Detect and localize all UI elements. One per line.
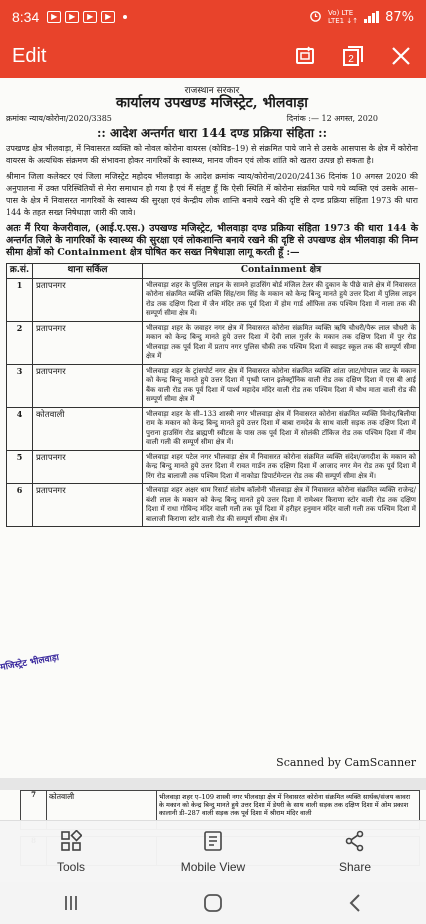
row-number: 4 — [7, 407, 33, 450]
row-description: भीलवाड़ा शहर के सी–133 शास्त्री नगर भीलवाड़ा क्षेत्र में निवासरत कोरोना संक्रमित व्यक्ति विनोद/बिलीया राम के मकान को केन्द्र बिन्दु मानते हुये उत्तर दिशा में बाबा रामदेव के साथ वाली सड़क तक दक्षिण दिशा में पुराना हाउसिंग रोड ब्राह्मणी स्वीटस के पास तक पूर्व दिशा में सोलंकी टॉकिज रोड तक पश्चिम दिशा में नीम वाली गली की सम्पूर्ण सीमा क्षेत्र में। — [143, 407, 420, 450]
page-separator — [0, 778, 426, 790]
table-row — [7, 484, 420, 527]
close-icon[interactable] — [388, 43, 414, 69]
document-order-title: :: आदेश अन्तर्गत धारा 144 दण्ड प्रक्रिया संहिता :: — [96, 126, 328, 140]
document-govt-header: राजस्थान सरकार — [184, 86, 240, 96]
row-description: भीलवाड़ा शहर पटेल नगर भीलवाड़ा क्षेत्र में निवासरत कोरोना संक्रमित व्यक्ति संदेश/जगदीश के मकान को केन्द्र बिन्दु मानते हुये उत्तर दिशा में रावत गार्डन तक दक्षिण दिशा में आजाद नगर मेन रोड तक पूर्व दिशा में रिंग रोड बालाजी तक पश्चिम दिशा में नाकोडा डिपार्टमेन्टल रोड तक की सम्पूर्ण सीमा क्षेत्र में। — [143, 450, 420, 484]
containment-table — [6, 263, 420, 527]
notification-app-icon: ▶ — [65, 11, 79, 23]
document-ref-line — [6, 113, 418, 124]
notification-dot-icon — [123, 15, 127, 19]
row-number: 7 — [21, 791, 47, 829]
share-label: Share — [338, 859, 372, 874]
row-description: भीलवाड़ा शहर के पुलिस लाइन के सामने हाउसिंग बोर्ड मंजिल टेलर की दुकान के पीछे वाले क्षेत्र में निवासरत कोरोना संक्रमित व्यक्ति शक्ति सिंह/राम सिंह के मकान को केन्द्र बिन्दु मानते हुये उत्तर दिशा में पुलिस लाइन रोड तक दक्षिण दिशा में जैन मंदिर तक पूर्व दिशा में होम गार्ड ऑफिस तक पश्चिम दिशा में नाला तक की सम्पूर्ण सीमा क्षेत्र में। — [143, 278, 420, 321]
table-header-circle: थाना सर्किल — [33, 264, 143, 279]
signal-icon — [364, 11, 379, 23]
notification-icons — [47, 11, 115, 23]
row-number: 2 — [7, 321, 33, 364]
document-ref-number: क्रमांकः न्याय/कोरोना/2020/3385 — [6, 114, 112, 123]
tools-label: Tools — [56, 859, 85, 874]
home-button[interactable] — [193, 888, 233, 918]
document-date: दिनांक :— 12 अगस्त, 2020 — [286, 114, 378, 123]
share-button[interactable] — [300, 830, 410, 874]
row-number: 3 — [7, 364, 33, 407]
app-title: Edit — [12, 44, 47, 67]
row-description: भीलवाड़ा शहर अक्षर धाम रिसार्ट संतोष कॉलोनी भीलवाड़ा क्षेत्र में निवासरत कोरोना संक्रमित व्यक्ति राजेन्द्र/बंशी लाल के मकान को केन्द्र बिन्दु मानते हुये उत्तर दिशा में रामेश्वर किराणा स्टोर वाली रोड तक दक्षिण दिशा में राधा गोविन्द मंदिर वाली गली तक पूर्व दिशा में हरीहर हनुमान मंदिर वाली गली तक पश्चिम दिशा में बालाजी किराणा स्टोर वाली रोड की सम्पूर्ण सीमा क्षेत्र में। — [143, 484, 420, 527]
row-description: भीलवाड़ा शहर के ट्रांसपोर्ट नगर क्षेत्र में निवासरत कोरोना संक्रमित व्यक्ति शांता जाट/गोपाल जाट के मकान को केन्द्र बिन्दु मानते हुये उत्तर दिशा में पृथ्वी प्लान इलेक्ट्रॉनिक वाली रोड तक दक्षिण दिशा में एस बी आई बैंक वाली रोड तक पूर्व दिशा में पार्श्व महादेव मंदिर वाली रोड तक पश्चिम दिशा में चौथ माता वाली रोड की सम्पूर्ण सीमा क्षेत्र में — [143, 364, 420, 407]
row-circle: कोतवाली — [47, 791, 157, 829]
notification-app-icon: ▶ — [101, 11, 115, 23]
network-type — [328, 9, 358, 25]
document-page[interactable] — [0, 78, 426, 778]
official-stamp: मजिस्ट्रेट भीलवाड़ा — [0, 652, 60, 674]
alarm-icon — [309, 9, 322, 26]
share-icon — [344, 830, 366, 856]
notification-app-icon: ▶ — [47, 11, 61, 23]
row-circle: प्रतापनगर — [33, 364, 143, 407]
table-row — [7, 321, 420, 364]
scanner-watermark: Scanned by CamScanner — [276, 756, 416, 769]
document-paragraph-1: उपखण्ड क्षेत्र भीलवाड़ा, में निवासरत व्यक्ति को नोवल कोरोना वायरस (कोविड–19) से संक्रमित पाये जाने से उसके आसपास के क्षेत्र में कोरोना वायरस के अत्यधिक संक्रमण की संभावना होकर नागरिकों के स्वास्थ्य, मानव जीवन एवं लोक शांति को खतरा उत्पन्न हो सकता है। — [6, 144, 418, 165]
notification-app-icon: ▶ — [83, 11, 97, 23]
table-row — [7, 278, 420, 321]
svg-text:2: 2 — [348, 54, 354, 65]
document-paragraph-3: अतः मैं रिया केजरीवाल, (आई.ए.एस.) उपखण्ड मजिस्ट्रेट, भीलवाड़ा दण्ड प्रक्रिया संहिता 1973 की धारा 144 के अन्तर्गत जिले के नागरिकों के स्वास्थ्य की सुरक्षा एवं लोकशान्ति बनाये रखने की दृष्टि से उपखण्ड क्षेत्र भीलवाड़ा की निम्न सीमा क्षेत्रों को Containment क्षेत्र घोषित कर सख्त निषेधाज्ञा लागू करती हूँ :— — [6, 223, 418, 258]
battery-level: 87% — [385, 9, 414, 25]
system-nav-bar — [0, 882, 426, 924]
tools-button[interactable] — [16, 830, 126, 874]
document-office-title: कार्यालय उपखण्ड मजिस्ट्रेट, भीलवाड़ा — [116, 95, 308, 111]
table-header-area: Containment क्षेत्र — [143, 264, 420, 279]
table-header-number: क्र.सं. — [7, 264, 33, 279]
row-description: भीलवाड़ा शहर के जवाहर नगर क्षेत्र में निवासरत कोरोना संक्रमित व्यक्ति ऋषि चौधरी/पैरू लाल चौधरी के मकान को केन्द्र बिन्दु मानते हुये उत्तर दिशा में देवी लाल गुर्जर के मकान तक दक्षिण दिशा में पुर रोड भीलवाड़ा तक पूर्व दिशा में प्रताप नगर पुलिस चौकी तक पश्चिम दिशा में स्वाइट स्कूल तक की सम्पूर्ण सीमा क्षेत्र में — [143, 321, 420, 364]
row-circle: प्रतापनगर — [33, 321, 143, 364]
crop-icon[interactable] — [292, 43, 318, 69]
network-line-2: LTE1 ↓↑ — [328, 17, 359, 25]
app-actions — [292, 43, 414, 69]
row-number: 5 — [7, 450, 33, 484]
mobile-view-button[interactable] — [158, 830, 268, 874]
network-line-1: Vo) LTE — [328, 9, 354, 17]
status-time: 8:34 — [12, 9, 40, 25]
tools-icon — [60, 830, 82, 856]
table-row — [7, 364, 420, 407]
document-paragraph-2: श्रीमान जिला कलेक्टर एवं जिला मजिस्ट्रेट महोदय भीलवाड़ा के आदेश क्रमांक न्याय/कोरोना/2020/24136 दिनांक 10 अगस्त 2020 की अनुपालना में उक्त परिस्थितियों से मेरा समाधान हो गया है एवं मैं संतुष्ट हूँ कि ऐसी स्थिति में कोरोना संक्रमित पाये गये व्यक्ति एवं उसके आस–पास के क्षेत्र में निवासरत नागरिकों के स्वास्थ्य की सुरक्षा एवं केन्द्रीय लोक शान्ति बनाये रखने की दृष्टि से दण्ड प्रक्रिया संहिता 1973 की धारा 144 के तहत सख्त निषेधाज्ञा जारी की जावे। — [6, 172, 418, 217]
row-number: 6 — [7, 484, 33, 527]
status-bar — [0, 0, 426, 34]
row-number: 1 — [7, 278, 33, 321]
mobile-view-label: Mobile View — [180, 859, 246, 874]
recent-apps-button[interactable] — [51, 888, 91, 918]
app-bar — [0, 34, 426, 78]
mobile-view-icon — [202, 830, 224, 856]
row-circle: प्रतापनगर — [33, 450, 143, 484]
table-row — [7, 407, 420, 450]
back-button[interactable] — [335, 888, 375, 918]
row-circle: कोतवाली — [33, 407, 143, 450]
row-circle: प्रतापनगर — [33, 484, 143, 527]
status-right — [309, 9, 414, 26]
row-circle: प्रतापनगर — [33, 278, 143, 321]
page-count-icon[interactable] — [340, 43, 366, 69]
bottom-toolbar — [0, 820, 426, 882]
table-row — [7, 450, 420, 484]
row-description: भीलवाड़ा शहर ए–109 शास्त्री नगर भीलवाड़ा क्षेत्र में निवासरत कोरोना संक्रमित व्यक्ति सार्थक/संजय कावरा के मकान को केन्द्र बिन्दु मानते हुये उत्तर दिशा में डेयरी के साथ वाली सड़क तक दक्षिण दिशा में ओम प्रकाश कालानी डी–287 वाली सड़क तक पूर्व दिशा में श्रीराम मंदिर वाली — [159, 793, 411, 817]
